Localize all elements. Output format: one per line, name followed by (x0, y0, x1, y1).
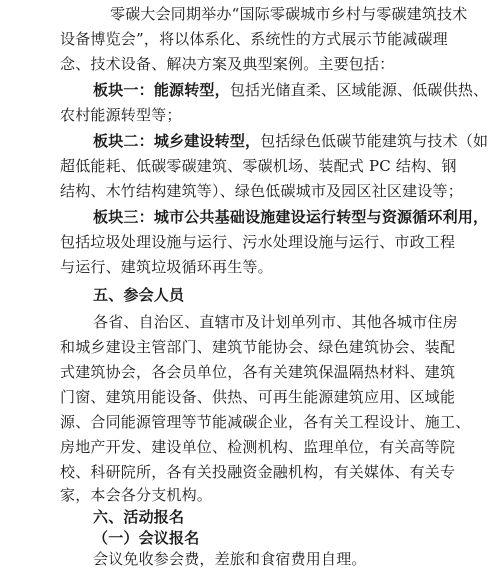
block3-line-3: 与运行、建筑垃圾循环再生等。 (60, 257, 273, 276)
section5-line-4: 门窗、建筑用能设备、供热、可再生能源建筑应用、区域能 (60, 387, 456, 406)
block2-title: 城乡建设转型， (153, 131, 261, 150)
section5-line-1: 各省、自治区、直辖市及计划单列市、其他各城市住房 (93, 312, 458, 331)
section5-line-5: 源、合同能源管理等节能减碳企业，各有关工程设计、施工、 (60, 412, 471, 431)
section6-sub-heading: （一）会议报名 (93, 528, 200, 547)
block1-lead: 板块一： (93, 80, 154, 99)
section5-line-6: 房地产开发、建设单位、检测机构、监理单位，有关高等院 (60, 437, 456, 456)
intro-line-3: 念、技术设备、解决方案及典型案例。主要包括： (60, 54, 395, 73)
block2-text: 包括绿色低碳节能建筑与技术（如 (260, 131, 489, 150)
section5-heading: 五、参会人员 (93, 285, 185, 304)
section5-line-8: 家，本会各分支机构。 (60, 485, 213, 504)
section5-line-3: 式建筑协会，各会员单位，各有关建筑保温隔热材料、建筑 (60, 362, 456, 381)
block1-line-1 (93, 80, 488, 100)
block2-line-1 (93, 131, 488, 151)
intro-line-1: 零碳大会同期举办“国际零碳城市乡村与零碳建筑技术 (110, 5, 468, 23)
block2-line-3: 结构、木竹结构建筑等）、绿色低碳城市及园区社区建设等； (60, 181, 463, 200)
section5-line-2: 和城乡建设主管部门、建筑节能协会、绿色建筑协会、装配 (60, 337, 456, 356)
block3-line-1 (93, 207, 488, 227)
block1-title: 能源转型， (153, 80, 230, 99)
block1-line-2: 农村能源转型等； (60, 105, 182, 124)
block2-lead: 板块二： (93, 131, 154, 150)
block3-lead: 板块三： (93, 207, 154, 226)
intro-line-2: 设备博览会”，将以体系化、系统性的方式展示节能减碳理 (60, 29, 448, 48)
section6-heading: 六、活动报名 (93, 507, 185, 526)
block1-text: 包括光储直柔、区域能源、低碳供热、 (229, 80, 489, 99)
block3-line-2: 包括垃圾处理设施与运行、污水处理设施与运行、市政工程 (60, 232, 456, 251)
section6-text: 会议免收参会费，差旅和食宿费用自理。 (93, 550, 367, 568)
section5-line-7: 校、科研院所，各有关投融资金融机构，有关媒体、有关专 (60, 462, 456, 481)
block2-line-2: 超低能耗、低碳零碳建筑、零碳机场、装配式 PC 结构、钢 (60, 156, 457, 175)
block3-title: 城市公共基础设施建设运行转型与资源循环利用， (153, 207, 489, 226)
